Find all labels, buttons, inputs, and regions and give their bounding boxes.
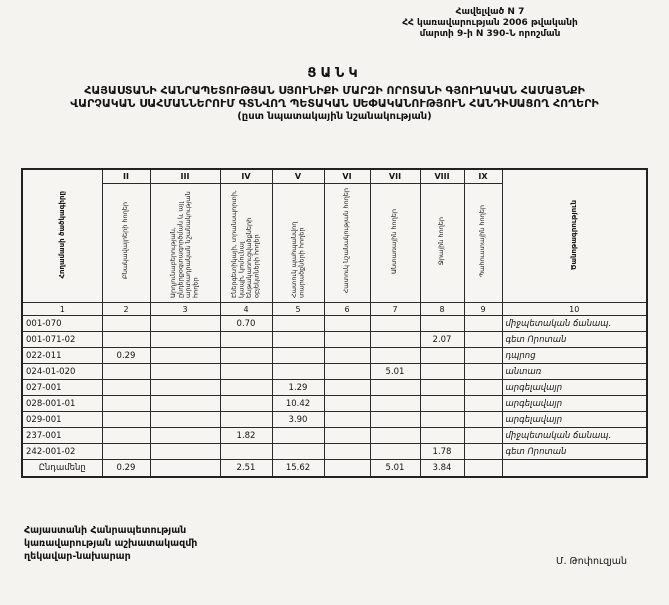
column-number: 3 xyxy=(150,303,220,316)
value-cell-industrial xyxy=(150,364,220,380)
value-cell-reserve xyxy=(464,412,502,428)
value-cell-special xyxy=(324,396,370,412)
roman-header-vii: VII xyxy=(370,169,420,184)
value-cell-protected: 10.42 xyxy=(272,396,324,412)
parcel-code-cell: 028-001-01 xyxy=(22,396,102,412)
value-cell-water: 1.78 xyxy=(420,444,464,460)
value-cell-protected xyxy=(272,444,324,460)
value-cell-industrial xyxy=(150,316,220,332)
column-number: 9 xyxy=(464,303,502,316)
value-cell-reserve xyxy=(464,428,502,444)
land-table xyxy=(21,168,648,478)
value-cell-water xyxy=(420,412,464,428)
value-cell-energy-transport xyxy=(220,396,272,412)
value-cell-protected: 1.29 xyxy=(272,380,324,396)
value-cell-residential xyxy=(102,332,150,348)
totals-label: Ընդամենը xyxy=(22,460,102,478)
value-cell-residential xyxy=(102,412,150,428)
document-subtitle-1: ՀԱՅԱՍՏԱՆԻ ՀԱՆՐԱՊԵՏՈՒԹՅԱՆ ՍՅՈՒՆԻՔԻ ՄԱՐԶԻ ՈՐՈՏԱՆԻ ԳՅՈՒՂԱԿԱՆ ՀԱՄԱՅՆՔԻ xyxy=(84,84,585,97)
value-cell-industrial xyxy=(150,412,220,428)
annex-line-3: մարտի 9-ի N 390-Ն որոշման xyxy=(419,29,561,39)
value-cell-water xyxy=(420,364,464,380)
value-cell-energy-transport xyxy=(220,348,272,364)
value-cell-special xyxy=(324,412,370,428)
note-cell: անտառ xyxy=(502,364,647,380)
value-cell-special xyxy=(324,348,370,364)
value-cell-water xyxy=(420,348,464,364)
value-cell-industrial xyxy=(150,380,220,396)
footer-org-line-3: ղեկավար-նախարար xyxy=(24,551,131,562)
total-note xyxy=(502,460,647,478)
col-header-reserve-label: Պահուստային հողեր xyxy=(478,204,487,278)
value-cell-energy-transport xyxy=(220,332,272,348)
col-header-forest-label: Անտառային հողեր xyxy=(390,208,399,274)
value-cell-water xyxy=(420,428,464,444)
column-number: 10 xyxy=(502,303,647,316)
value-cell-protected xyxy=(272,316,324,332)
note-cell: դպրոց xyxy=(502,348,647,364)
column-number: 8 xyxy=(420,303,464,316)
value-cell-forest xyxy=(370,444,420,460)
totals-row xyxy=(22,460,647,478)
roman-header-iii: III xyxy=(150,169,220,184)
parcel-code-cell: 237-001 xyxy=(22,428,102,444)
value-cell-special xyxy=(324,380,370,396)
value-cell-special xyxy=(324,428,370,444)
col-header-reserve xyxy=(464,184,502,303)
total-energy-transport: 2.51 xyxy=(220,460,272,478)
value-cell-reserve xyxy=(464,444,502,460)
value-cell-protected: 3.90 xyxy=(272,412,324,428)
value-cell-special xyxy=(324,332,370,348)
col-header-energy-transport-label: Էներգետիկայի, տրանսպորտի, կապի, կոմունալ ենթակառուցվածքների օբյեկտների հողեր xyxy=(230,190,261,298)
note-cell: արգելավայր xyxy=(502,396,647,412)
table-row xyxy=(22,396,647,412)
column-number: 2 xyxy=(102,303,150,316)
annex-block xyxy=(335,7,645,40)
roman-header-viii: VIII xyxy=(420,169,464,184)
value-cell-forest xyxy=(370,380,420,396)
value-cell-residential xyxy=(102,316,150,332)
value-cell-forest xyxy=(370,316,420,332)
col-header-industrial-label: Արդյունաբերության, ընդերքօգտագործման և այլ արտադրական նշանակության հողեր xyxy=(169,191,200,298)
document-subtitle-3: (ըստ նպատակային նշանակության) xyxy=(237,111,432,122)
value-cell-water xyxy=(420,316,464,332)
note-cell: միջպետական ճանապ. xyxy=(502,316,647,332)
total-residential: 0.29 xyxy=(102,460,150,478)
land-table-wrapper xyxy=(21,168,648,478)
title-block xyxy=(0,66,669,122)
value-cell-reserve xyxy=(464,364,502,380)
col-header-residential xyxy=(102,184,150,303)
value-cell-residential xyxy=(102,444,150,460)
table-row xyxy=(22,412,647,428)
parcel-code-cell: 242-001-02 xyxy=(22,444,102,460)
col-header-special-label: Հատուկ նշանակության հողեր xyxy=(342,188,351,294)
annex-line-2: ՀՀ կառավարության 2006 թվականի xyxy=(402,18,578,28)
value-cell-protected xyxy=(272,332,324,348)
roman-numeral-row xyxy=(22,169,647,184)
footer-org-line-1: Հայաստանի Հանրապետության xyxy=(24,525,187,536)
value-cell-industrial xyxy=(150,428,220,444)
table-header xyxy=(22,169,647,316)
value-cell-residential: 0.29 xyxy=(102,348,150,364)
column-number: 1 xyxy=(22,303,102,316)
value-cell-special xyxy=(324,364,370,380)
value-cell-forest xyxy=(370,412,420,428)
value-cell-water xyxy=(420,396,464,412)
column-number: 5 xyxy=(272,303,324,316)
total-forest: 5.01 xyxy=(370,460,420,478)
notes-header-label: Ծանոթագրություն xyxy=(569,199,578,271)
footer-org-line-2: կառավարության աշխատակազմի xyxy=(24,538,198,549)
total-industrial xyxy=(150,460,220,478)
value-cell-energy-transport xyxy=(220,412,272,428)
parcel-code-cell: 022-011 xyxy=(22,348,102,364)
table-row xyxy=(22,316,647,332)
column-number: 6 xyxy=(324,303,370,316)
table-body xyxy=(22,316,647,460)
table-row xyxy=(22,428,647,444)
value-cell-industrial xyxy=(150,332,220,348)
note-cell: արգելավայր xyxy=(502,412,647,428)
value-cell-protected xyxy=(272,364,324,380)
value-cell-residential xyxy=(102,364,150,380)
parcel-code-header xyxy=(22,169,102,303)
col-header-industrial xyxy=(150,184,220,303)
parcel-code-cell: 027-001 xyxy=(22,380,102,396)
value-cell-residential xyxy=(102,380,150,396)
roman-header-v: V xyxy=(272,169,324,184)
col-header-protected xyxy=(272,184,324,303)
column-number: 7 xyxy=(370,303,420,316)
value-cell-energy-transport xyxy=(220,364,272,380)
signature-name: Մ. Թոփուզյան xyxy=(556,556,628,567)
annex-line-1: Հավելված N 7 xyxy=(455,7,525,17)
value-cell-forest xyxy=(370,348,420,364)
column-number-row xyxy=(22,303,647,316)
value-cell-reserve xyxy=(464,348,502,364)
roman-header-iv: IV xyxy=(220,169,272,184)
value-cell-reserve xyxy=(464,380,502,396)
value-cell-reserve xyxy=(464,316,502,332)
roman-header-ix: IX xyxy=(464,169,502,184)
note-cell: գետ Որոտան xyxy=(502,444,647,460)
value-cell-reserve xyxy=(464,396,502,412)
document-title: ՑԱՆԿ xyxy=(307,66,362,81)
col-header-forest xyxy=(370,184,420,303)
value-cell-energy-transport: 0.70 xyxy=(220,316,272,332)
col-header-residential-label: Բնակավայրերի հողեր xyxy=(121,202,130,280)
note-cell: արգելավայր xyxy=(502,380,647,396)
total-water: 3.84 xyxy=(420,460,464,478)
parcel-code-header-label: Հողամասի ծածկագիրը xyxy=(57,191,66,279)
value-cell-water: 2.07 xyxy=(420,332,464,348)
roman-header-vi: VI xyxy=(324,169,370,184)
total-protected: 15.62 xyxy=(272,460,324,478)
value-cell-forest: 5.01 xyxy=(370,364,420,380)
note-cell: գետ Որոտան xyxy=(502,332,647,348)
col-header-special xyxy=(324,184,370,303)
value-cell-energy-transport xyxy=(220,380,272,396)
table-row xyxy=(22,380,647,396)
col-header-protected-label: Հատուկ պահպանվող տարածքների հողեր xyxy=(289,221,305,298)
col-header-energy-transport xyxy=(220,184,272,303)
value-cell-residential xyxy=(102,396,150,412)
value-cell-energy-transport: 1.82 xyxy=(220,428,272,444)
document-subtitle-2: ՎԱՐՉԱԿԱՆ ՍԱՀՄԱՆՆԵՐՈՒՄ ԳՏՆՎՈՂ ՊԵՏԱԿԱՆ ՍԵՓԱԿԱՆՈՒԹՅՈՒՆ ՀԱՆԴԻՍԱՑՈՂ ՀՈՂԵՐԻ xyxy=(70,97,599,110)
note-cell: միջպետական ճանապ. xyxy=(502,428,647,444)
total-reserve xyxy=(464,460,502,478)
value-cell-energy-transport xyxy=(220,444,272,460)
table-row xyxy=(22,444,647,460)
notes-header xyxy=(502,169,647,303)
value-cell-industrial xyxy=(150,348,220,364)
col-header-water-label: Ջրային հողեր xyxy=(437,216,446,266)
value-cell-forest xyxy=(370,396,420,412)
value-cell-special xyxy=(324,316,370,332)
value-cell-reserve xyxy=(464,332,502,348)
value-cell-protected xyxy=(272,428,324,444)
value-cell-water xyxy=(420,380,464,396)
footer-signature-block xyxy=(24,524,197,563)
table-row xyxy=(22,332,647,348)
parcel-code-cell: 001-070 xyxy=(22,316,102,332)
table-row xyxy=(22,348,647,364)
parcel-code-cell: 001-071-02 xyxy=(22,332,102,348)
parcel-code-cell: 029-001 xyxy=(22,412,102,428)
table-footer xyxy=(22,460,647,478)
value-cell-special xyxy=(324,444,370,460)
parcel-code-cell: 024-01-020 xyxy=(22,364,102,380)
roman-header-ii: II xyxy=(102,169,150,184)
value-cell-industrial xyxy=(150,396,220,412)
value-cell-forest xyxy=(370,428,420,444)
value-cell-protected xyxy=(272,348,324,364)
total-special xyxy=(324,460,370,478)
value-cell-forest xyxy=(370,332,420,348)
value-cell-residential xyxy=(102,428,150,444)
column-number: 4 xyxy=(220,303,272,316)
col-header-water xyxy=(420,184,464,303)
value-cell-industrial xyxy=(150,444,220,460)
table-row xyxy=(22,364,647,380)
